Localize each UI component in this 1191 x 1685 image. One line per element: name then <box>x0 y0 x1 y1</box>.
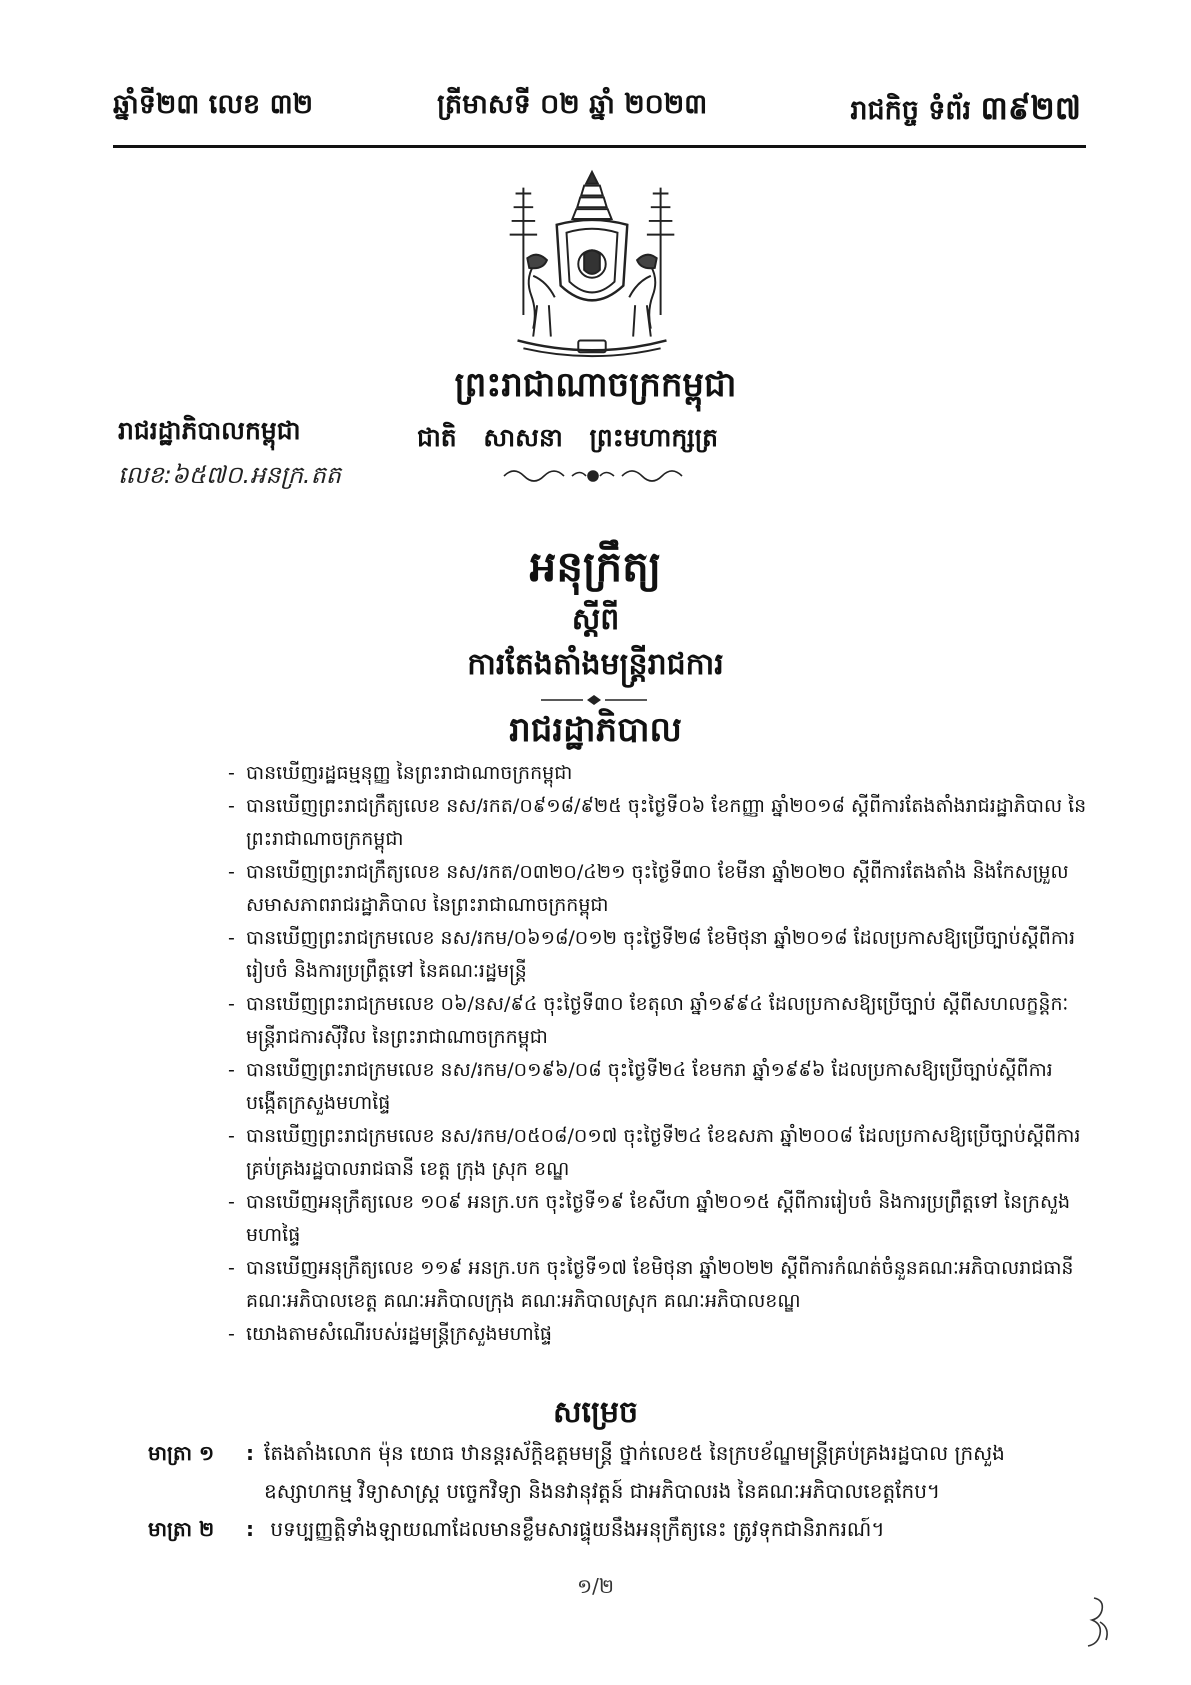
article-1 <box>148 1434 1088 1510</box>
document-type: អនុក្រឹត្យ <box>529 542 662 591</box>
document-about: ស្ដីពី <box>571 602 620 637</box>
list-item: - បានឃើញរដ្ឋធម្មនុញ្ញ នៃព្រះរាជាណាចក្រកម្ពុជា <box>228 757 1088 790</box>
issuing-government: រាជរដ្ឋាភិបាលកម្ពុជា <box>118 416 301 445</box>
reference-number: លេខ:៦៥៧០.អនក្រ.តត <box>118 461 342 489</box>
article-label: មាត្រា ២ <box>148 1517 215 1541</box>
article-text: បទប្បញ្ញត្តិទាំងឡាយណាដែលមានខ្លឹមសារផ្ទុយនឹងអនុក្រឹត្យនេះ ត្រូវទុកជានិរាករណ៍។ <box>270 1517 885 1541</box>
motto-nation: ជាតិ <box>417 423 457 452</box>
article-text: តែងតាំងលោក ម៉ុន យោធ ឋានន្តរស័ក្តិឧត្តមមន្ត្រី ថ្នាក់លេខ៥ នៃក្របខ័ណ្ឌមន្ត្រីគ្រប់គ្រងរដ្ឋបាល ក្រសួងឧស្សាហកម្ម វិទ្យាសាស្ត្រ បច្ចេកវិទ្យា និងនវានុវត្តន៍ ជាអភិបាលរង នៃគណៈអភិបាលខេត្តកែប។ <box>264 1441 1005 1503</box>
kingdom-name: ព្រះរាជាណាចក្រកម្ពុជា <box>454 365 737 405</box>
article-2 <box>148 1510 1088 1548</box>
list-item: - បានឃើញព្រះរាជក្រមលេខ នស/រកម/០៥០៨/០១៧ ចុះថ្ងៃទី២៤ ខែឧសភា ឆ្នាំ២០០៨ ដែលប្រកាសឱ្យប្រើច្បាប់ស្តីពីការគ្រប់គ្រងរដ្ឋបាលរាជធានី ខេត្ត ក្រុង ស្រុក ខណ្ឌ <box>228 1120 1088 1186</box>
article-colon: : <box>246 1441 254 1465</box>
gazette-quarter: ត្រីមាសទី ០២ ឆ្នាំ ២០២៣ <box>437 89 708 120</box>
list-item: - បានឃើញអនុក្រឹត្យលេខ ១១៩ អនក្រ.បក ចុះថ្ងៃទី១៧ ខែមិថុនា ឆ្នាំ២០២២ ស្តីពីការកំណត់ចំនួនគណៈអភិបាលរាជធានី គណៈអភិបាលខេត្ត គណៈអភិបាលក្រុង គណៈអភិបាលស្រុក គណៈអភិបាលខណ្ឌ <box>228 1252 1088 1318</box>
ornament-divider <box>500 465 686 487</box>
motto-religion: សាសនា <box>483 423 563 452</box>
document-subject: ការតែងតាំងមន្ត្រីរាជការ <box>467 647 724 682</box>
list-item: - យោងតាមសំណើរបស់រដ្ឋមន្ត្រីក្រសួងមហាផ្ទៃ <box>228 1318 1088 1351</box>
gazette-page-number: ៣៩២៧ <box>980 89 1081 127</box>
decision-heading: សម្រេច <box>552 1395 639 1430</box>
list-item: - បានឃើញព្រះរាជក្រមលេខ នស/រកម/០៦១៨/០១២ ចុះថ្ងៃទី២៨ ខែមិថុនា ឆ្នាំ២០១៨ ដែលប្រកាសឱ្យប្រើច្បាប់ស្តីពីការរៀបចំ និងការប្រព្រឹត្តទៅ នៃគណៈរដ្ឋមន្ត្រី <box>228 922 1088 988</box>
gazette-year-number: ឆ្នាំទី២៣ លេខ ៣២ <box>113 89 314 120</box>
title-divider <box>539 694 649 706</box>
list-item: - បានឃើញព្រះរាជក្រមលេខ ០៦/នស/៩៤ ចុះថ្ងៃទី៣០ ខែតុលា ឆ្នាំ១៩៩៤ ដែលប្រកាសឱ្យប្រើច្បាប់ ស្តីពីសហលក្ខន្តិកៈមន្ត្រីរាជការស៊ីវិល នៃព្រះរាជាណាចក្រកម្ពុជា <box>228 988 1088 1054</box>
article-label: មាត្រា ១ <box>148 1441 215 1465</box>
list-item: - បានឃើញព្រះរាជក្រឹត្យលេខ នស/រកត/០៣២០/៤២១ ចុះថ្ងៃទី៣០ ខែមីនា ឆ្នាំ២០២០ ស្តីពីការតែងតាំង និងកែសម្រួលសមាសភាពរាជរដ្ឋាភិបាល នៃព្រះរាជាណាចក្រកម្ពុជា <box>228 856 1088 922</box>
gazette-page-label: រាជកិច្ច ទំព័រ <box>850 95 972 126</box>
header-divider <box>113 145 1086 148</box>
list-item: - បានឃើញព្រះរាជក្រមលេខ នស/រកម/០១៩៦/០៨ ចុះថ្ងៃទី២៤ ខែមករា ឆ្នាំ១៩៩៦ ដែលប្រកាសឱ្យប្រើច្បាប់ស្តីពីការបង្កើតក្រសួងមហាផ្ទៃ <box>228 1054 1088 1120</box>
royal-coat-of-arms <box>493 168 691 364</box>
list-item: - បានឃើញព្រះរាជក្រឹត្យលេខ នស/រកត/០៩១៨/៩២៥ ចុះថ្ងៃទី០៦ ខែកញ្ញា ឆ្នាំ២០១៨ ស្តីពីការតែងតាំងរាជរដ្ឋាភិបាល នៃព្រះរាជាណាចក្រកម្ពុជា <box>228 790 1088 856</box>
article-colon: : <box>246 1517 254 1541</box>
page-number: ១/២ <box>576 1574 614 1598</box>
list-item: - បានឃើញអនុក្រឹត្យលេខ ១០៩ អនក្រ.បក ចុះថ្ងៃទី១៩ ខែសីហា ឆ្នាំ២០១៥ ស្តីពីការរៀបចំ និងការប្រព្រឹត្តទៅ នៃក្រសួងមហាផ្ទៃ <box>228 1186 1088 1252</box>
national-motto <box>417 423 718 459</box>
handwritten-initials <box>1080 1592 1116 1652</box>
considerations-list <box>228 757 1088 1351</box>
issuing-body: រាជរដ្ឋាភិបាល <box>509 710 682 750</box>
gazette-page <box>850 88 1081 135</box>
motto-king: ព្រះមហាក្សត្រ <box>589 423 719 452</box>
